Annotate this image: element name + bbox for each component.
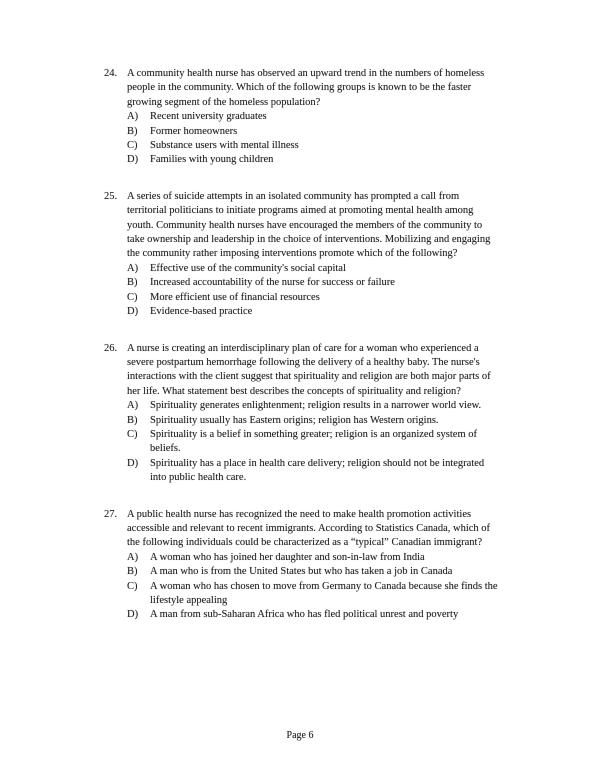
option-text-line: beliefs.	[150, 443, 181, 455]
answer-option	[127, 262, 600, 276]
answer-option	[127, 551, 600, 565]
option-text-line: Substance users with mental illness	[150, 140, 299, 152]
option-text	[150, 139, 600, 153]
option-letter: D)	[127, 154, 139, 166]
question-stem-line: growing segment of the homeless population?	[127, 96, 321, 108]
option-letter: A)	[127, 111, 139, 123]
option-letter: D)	[127, 457, 139, 469]
question-stem-line: A community health nurse has observed an upward trend in the numbers of homeless	[127, 68, 485, 79]
question-number: 27.	[104, 508, 118, 520]
option-text	[150, 414, 600, 428]
question-stem-line: the community rather imposing interventions promote which of the following?	[127, 248, 458, 260]
answer-option	[127, 428, 600, 457]
question-stem-line: severe postpartum hemorrhage following the delivery of a healthy baby. The nurse's	[127, 356, 480, 368]
option-letter: C)	[127, 580, 138, 592]
option-text	[150, 551, 600, 565]
option-text-line: A man who is from the United States but who has taken a job in Canada	[150, 566, 453, 578]
question	[104, 508, 600, 623]
option-letter: C)	[127, 140, 138, 152]
question-stem-line: the following individuals could be characterized as a “typical” Canadian immigrant?	[127, 537, 483, 549]
option-text	[150, 276, 600, 290]
option-text	[150, 110, 600, 124]
option-text-line: A man from sub-Saharan Africa who has fled political unrest and poverty	[150, 609, 459, 621]
answer-option	[127, 110, 600, 124]
option-letter: D)	[127, 306, 139, 318]
option-text	[150, 125, 600, 139]
option-text-line: lifestyle appealing	[150, 595, 228, 606]
answer-option	[127, 125, 600, 139]
question-stem-line: youth. Community health nurses have encouraged the members of the community to	[127, 219, 483, 231]
question-body	[127, 67, 600, 168]
option-letter: B)	[127, 414, 138, 426]
option-text-line: Increased accountability of the nurse for success or failure	[150, 277, 395, 289]
option-text	[150, 565, 600, 579]
option-text-line: Effective use of the community's social capital	[150, 262, 346, 274]
option-text	[150, 399, 600, 413]
option-text-line: Former homeowners	[150, 125, 238, 137]
option-text-line: Spirituality usually has Eastern origins; religion has Western origins.	[150, 414, 439, 426]
option-letter: D)	[127, 609, 139, 621]
question-body	[127, 508, 600, 623]
option-letter: B)	[127, 566, 138, 578]
answer-option	[127, 291, 600, 305]
answer-option	[127, 139, 600, 153]
answer-option	[127, 276, 600, 290]
question	[104, 342, 600, 486]
option-text-line: A woman who has chosen to move from Germany to Canada because she finds the	[150, 580, 498, 592]
answer-option	[127, 580, 600, 609]
answer-option	[127, 305, 600, 319]
answer-option	[127, 608, 600, 622]
option-letter: C)	[127, 291, 138, 303]
option-text	[150, 153, 600, 167]
option-text	[150, 305, 600, 319]
option-letter: C)	[127, 428, 138, 440]
option-text-line: More efficient use of financial resources	[150, 291, 320, 303]
option-text	[150, 608, 600, 622]
questions-list	[104, 67, 600, 645]
answer-option	[127, 153, 600, 167]
option-text-line: Families with young children	[150, 154, 274, 166]
question-stem-line: interactions with the client suggest that spirituality and religion are both major parts of	[127, 371, 491, 383]
option-letter: A)	[127, 551, 139, 563]
option-letter: A)	[127, 262, 139, 274]
question-stem-line: her life. What statement best describes the concepts of spirituality and religion?	[127, 385, 461, 397]
question-stem-line: accessible and relevant to recent immigrants. According to Statistics Canada, which of	[127, 522, 491, 534]
page-footer: Page 6	[286, 730, 314, 741]
option-text-line: Spirituality has a place in health care delivery; religion should not be integrated	[150, 457, 485, 469]
question-stem-line: territorial politicians to initiate programs aimed at promoting mental health among	[127, 205, 474, 217]
option-letter: A)	[127, 400, 139, 412]
question	[104, 190, 600, 320]
answer-option	[127, 457, 600, 486]
option-text	[150, 457, 600, 486]
option-text	[150, 580, 600, 609]
option-letter: B)	[127, 277, 138, 289]
option-text	[150, 262, 600, 276]
question-stem-line: people in the community. Which of the following groups is known to be the faster	[127, 82, 472, 94]
question-number: 25.	[104, 190, 118, 202]
answer-option	[127, 414, 600, 428]
option-text-line: Recent university graduates	[150, 111, 267, 123]
question-number: 24.	[104, 68, 118, 79]
question-stem-line: A series of suicide attempts in an isolated community has prompted a call from	[127, 190, 460, 202]
question-stem-line: A public health nurse has recognized the need to make health promotion activities	[127, 508, 472, 520]
option-text-line: Spirituality generates enlightenment; religion results in a narrower world view.	[150, 400, 482, 412]
option-text-line: into public health care.	[150, 472, 247, 484]
question-body	[127, 190, 600, 320]
question-stem-line: A nurse is creating an interdisciplinary plan of care for a woman who experienced a	[127, 342, 479, 354]
question-body	[127, 342, 600, 486]
answer-option	[127, 399, 600, 413]
question-number: 26.	[104, 342, 118, 354]
option-text	[150, 291, 600, 305]
option-letter: B)	[127, 125, 138, 137]
option-text	[150, 428, 600, 457]
option-text-line: Evidence-based practice	[150, 306, 253, 318]
option-text-line: Spirituality is a belief in something greater; religion is an organized system of	[150, 428, 477, 440]
question-stem-line: take ownership and leadership in the choice of interventions. Mobilizing and engaging	[127, 234, 491, 246]
question	[104, 67, 600, 168]
answer-option	[127, 565, 600, 579]
option-text-line: A woman who has joined her daughter and son-in-law from India	[150, 551, 425, 563]
